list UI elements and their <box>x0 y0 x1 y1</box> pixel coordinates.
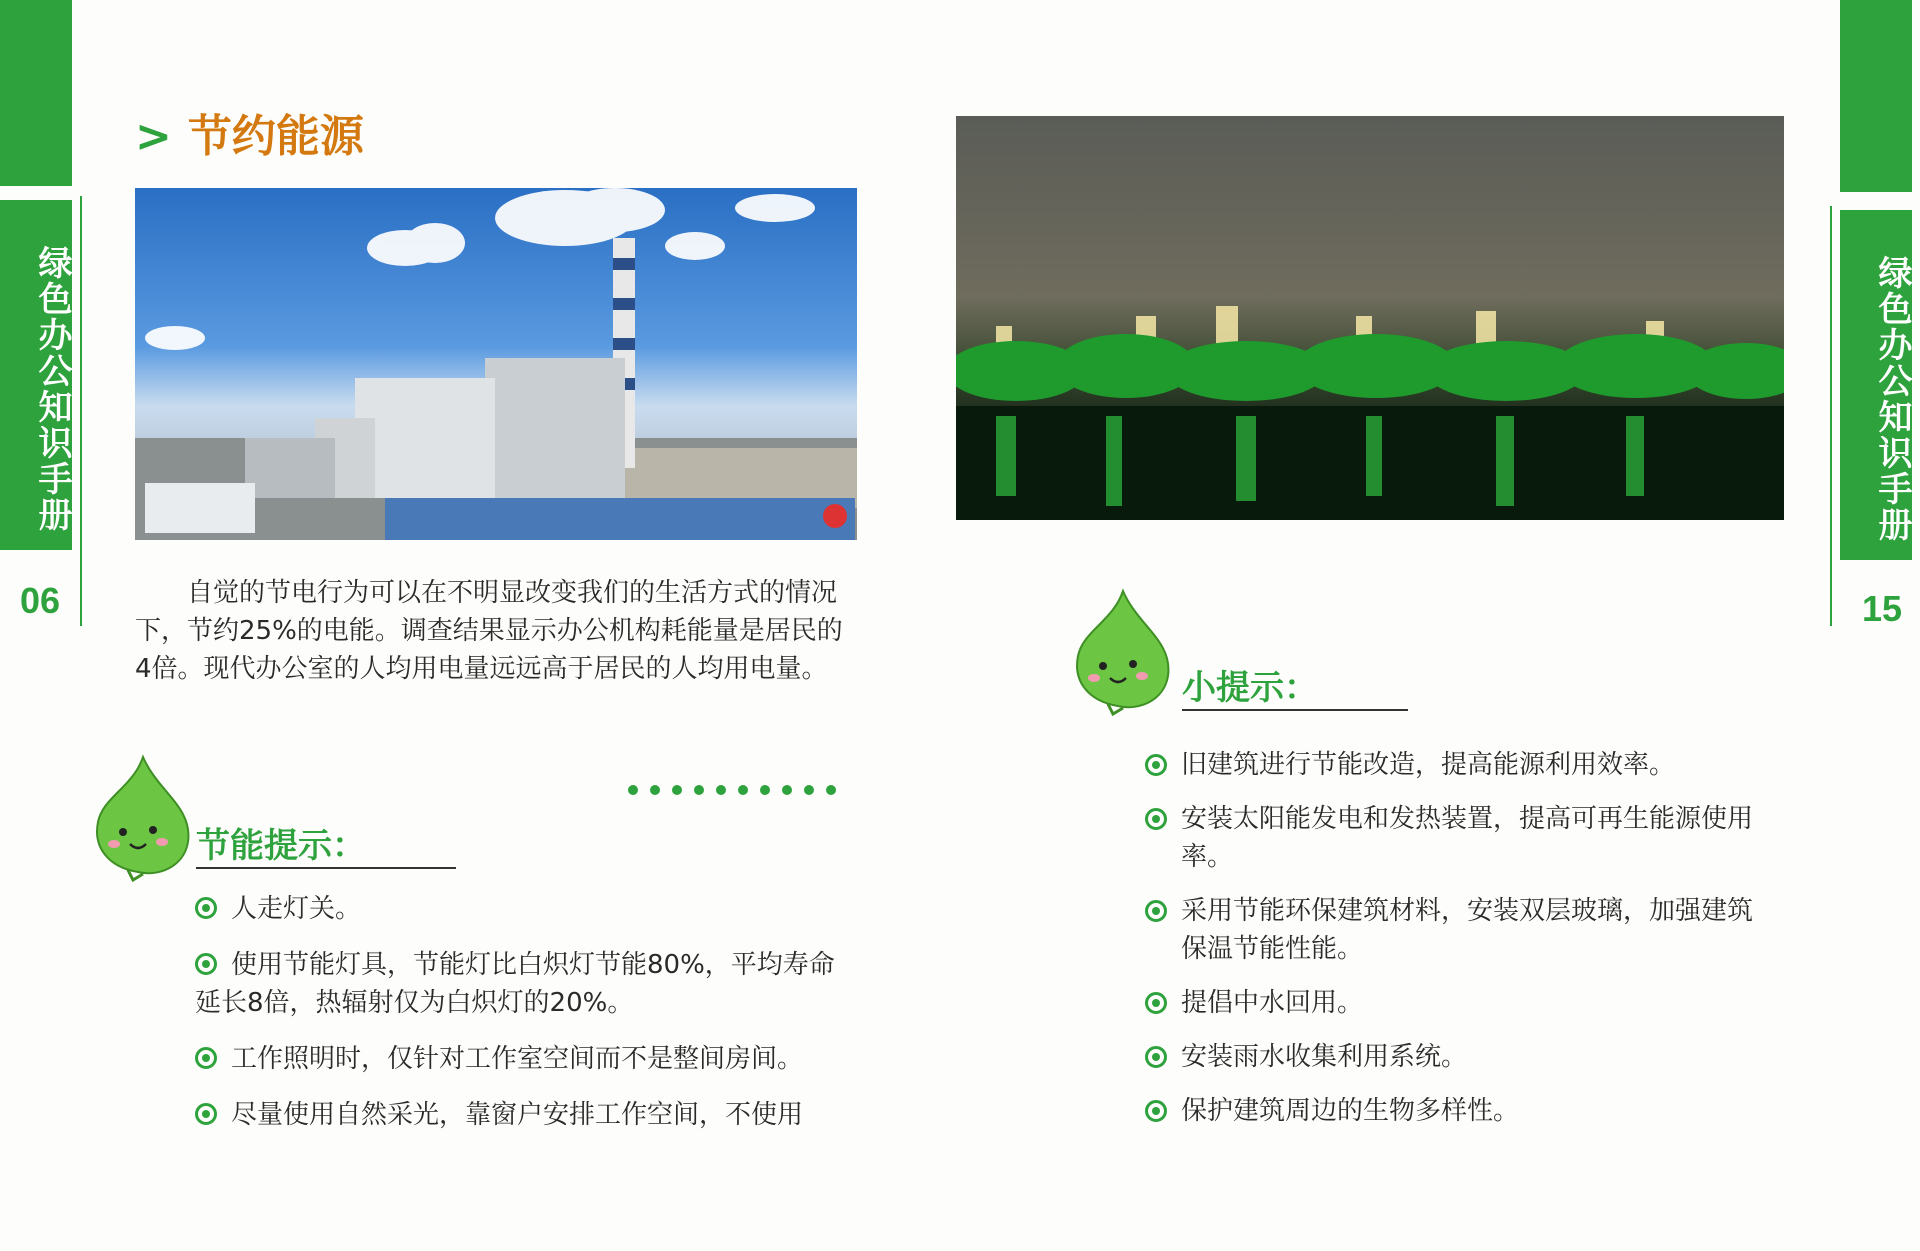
tip-text: 尽量使用自然采光，靠窗户安排工作空间，不使用 <box>231 1100 804 1130</box>
bullet-icon <box>1145 754 1167 776</box>
list-item <box>1145 984 1775 1022</box>
bullet-icon <box>1145 992 1167 1014</box>
bullet-icon <box>195 897 217 919</box>
left-tab-top-bar <box>0 0 72 186</box>
list-item <box>195 1096 855 1134</box>
bullet-icon <box>1145 1100 1167 1122</box>
list-item <box>1145 800 1775 876</box>
tip-text: 采用节能环保建筑材料，安装双层玻璃，加强建筑保温节能性能。 <box>1181 896 1754 964</box>
tip-text: 人走灯关。 <box>231 894 362 924</box>
left-side-tab-label: 绿色办公知识手册 <box>0 200 72 550</box>
small-tips-list <box>1145 746 1775 1146</box>
page-title <box>135 100 364 164</box>
night-lake-city-photo <box>956 116 1784 520</box>
small-tips-heading: 小提示： <box>1182 660 1408 711</box>
tip-text: 提倡中水回用。 <box>1181 988 1364 1018</box>
energy-tips-list <box>195 890 855 1152</box>
list-item <box>1145 746 1775 784</box>
power-plant-photo <box>135 188 857 540</box>
tip-text: 保护建筑周边的生物多样性。 <box>1181 1096 1520 1126</box>
intro-paragraph: 自觉的节电行为可以在不明显改变我们的生活方式的情况下，节约25%的电能。调查结果显示办公机构耗能量是居民的4倍。现代办公室的人均用电量远远高于居民的人均用电量。 <box>135 578 843 684</box>
tip-text: 安装太阳能发电和发热装置，提高可再生能源使用率。 <box>1181 804 1754 872</box>
right-tab-top-bar <box>1840 0 1912 192</box>
bullet-icon <box>1145 808 1167 830</box>
bullet-icon <box>195 953 217 975</box>
list-item <box>195 1040 855 1078</box>
list-item <box>1145 892 1775 968</box>
right-page-number: 15 <box>1862 588 1903 629</box>
left-tab-divider <box>80 196 82 626</box>
bullet-icon <box>195 1103 217 1125</box>
list-item <box>195 890 855 928</box>
decorative-dots <box>628 780 848 799</box>
title-arrow-icon: > <box>135 111 172 162</box>
bullet-icon <box>1145 1046 1167 1068</box>
bullet-icon <box>1145 900 1167 922</box>
list-item <box>1145 1038 1775 1076</box>
tip-text: 使用节能灯具，节能灯比白炽灯节能80%，平均寿命延长8倍，热辐射仅为白炽灯的20%。 <box>195 950 835 1018</box>
right-side-tab-label: 绿色办公知识手册 <box>1840 210 1912 560</box>
right-side-tab <box>1840 0 1912 640</box>
list-item <box>195 946 855 1022</box>
tip-text: 工作照明时，仅针对工作室空间而不是整间房间。 <box>231 1044 804 1074</box>
leaf-mascot-icon <box>1068 586 1178 716</box>
right-tab-divider <box>1830 206 1832 626</box>
left-page-number: 06 <box>20 580 61 621</box>
bullet-icon <box>195 1047 217 1069</box>
tip-text: 旧建筑进行节能改造，提高能源利用效率。 <box>1181 750 1676 780</box>
left-side-tab <box>0 0 72 640</box>
page-title-text: 节约能源 <box>187 111 364 162</box>
energy-tips-heading: 节能提示： <box>196 818 456 869</box>
list-item <box>1145 1092 1775 1130</box>
tip-text: 安装雨水收集利用系统。 <box>1181 1042 1468 1072</box>
power-plant-illustration <box>135 188 857 540</box>
leaf-mascot-icon <box>88 752 198 882</box>
night-city-illustration <box>956 116 1784 520</box>
